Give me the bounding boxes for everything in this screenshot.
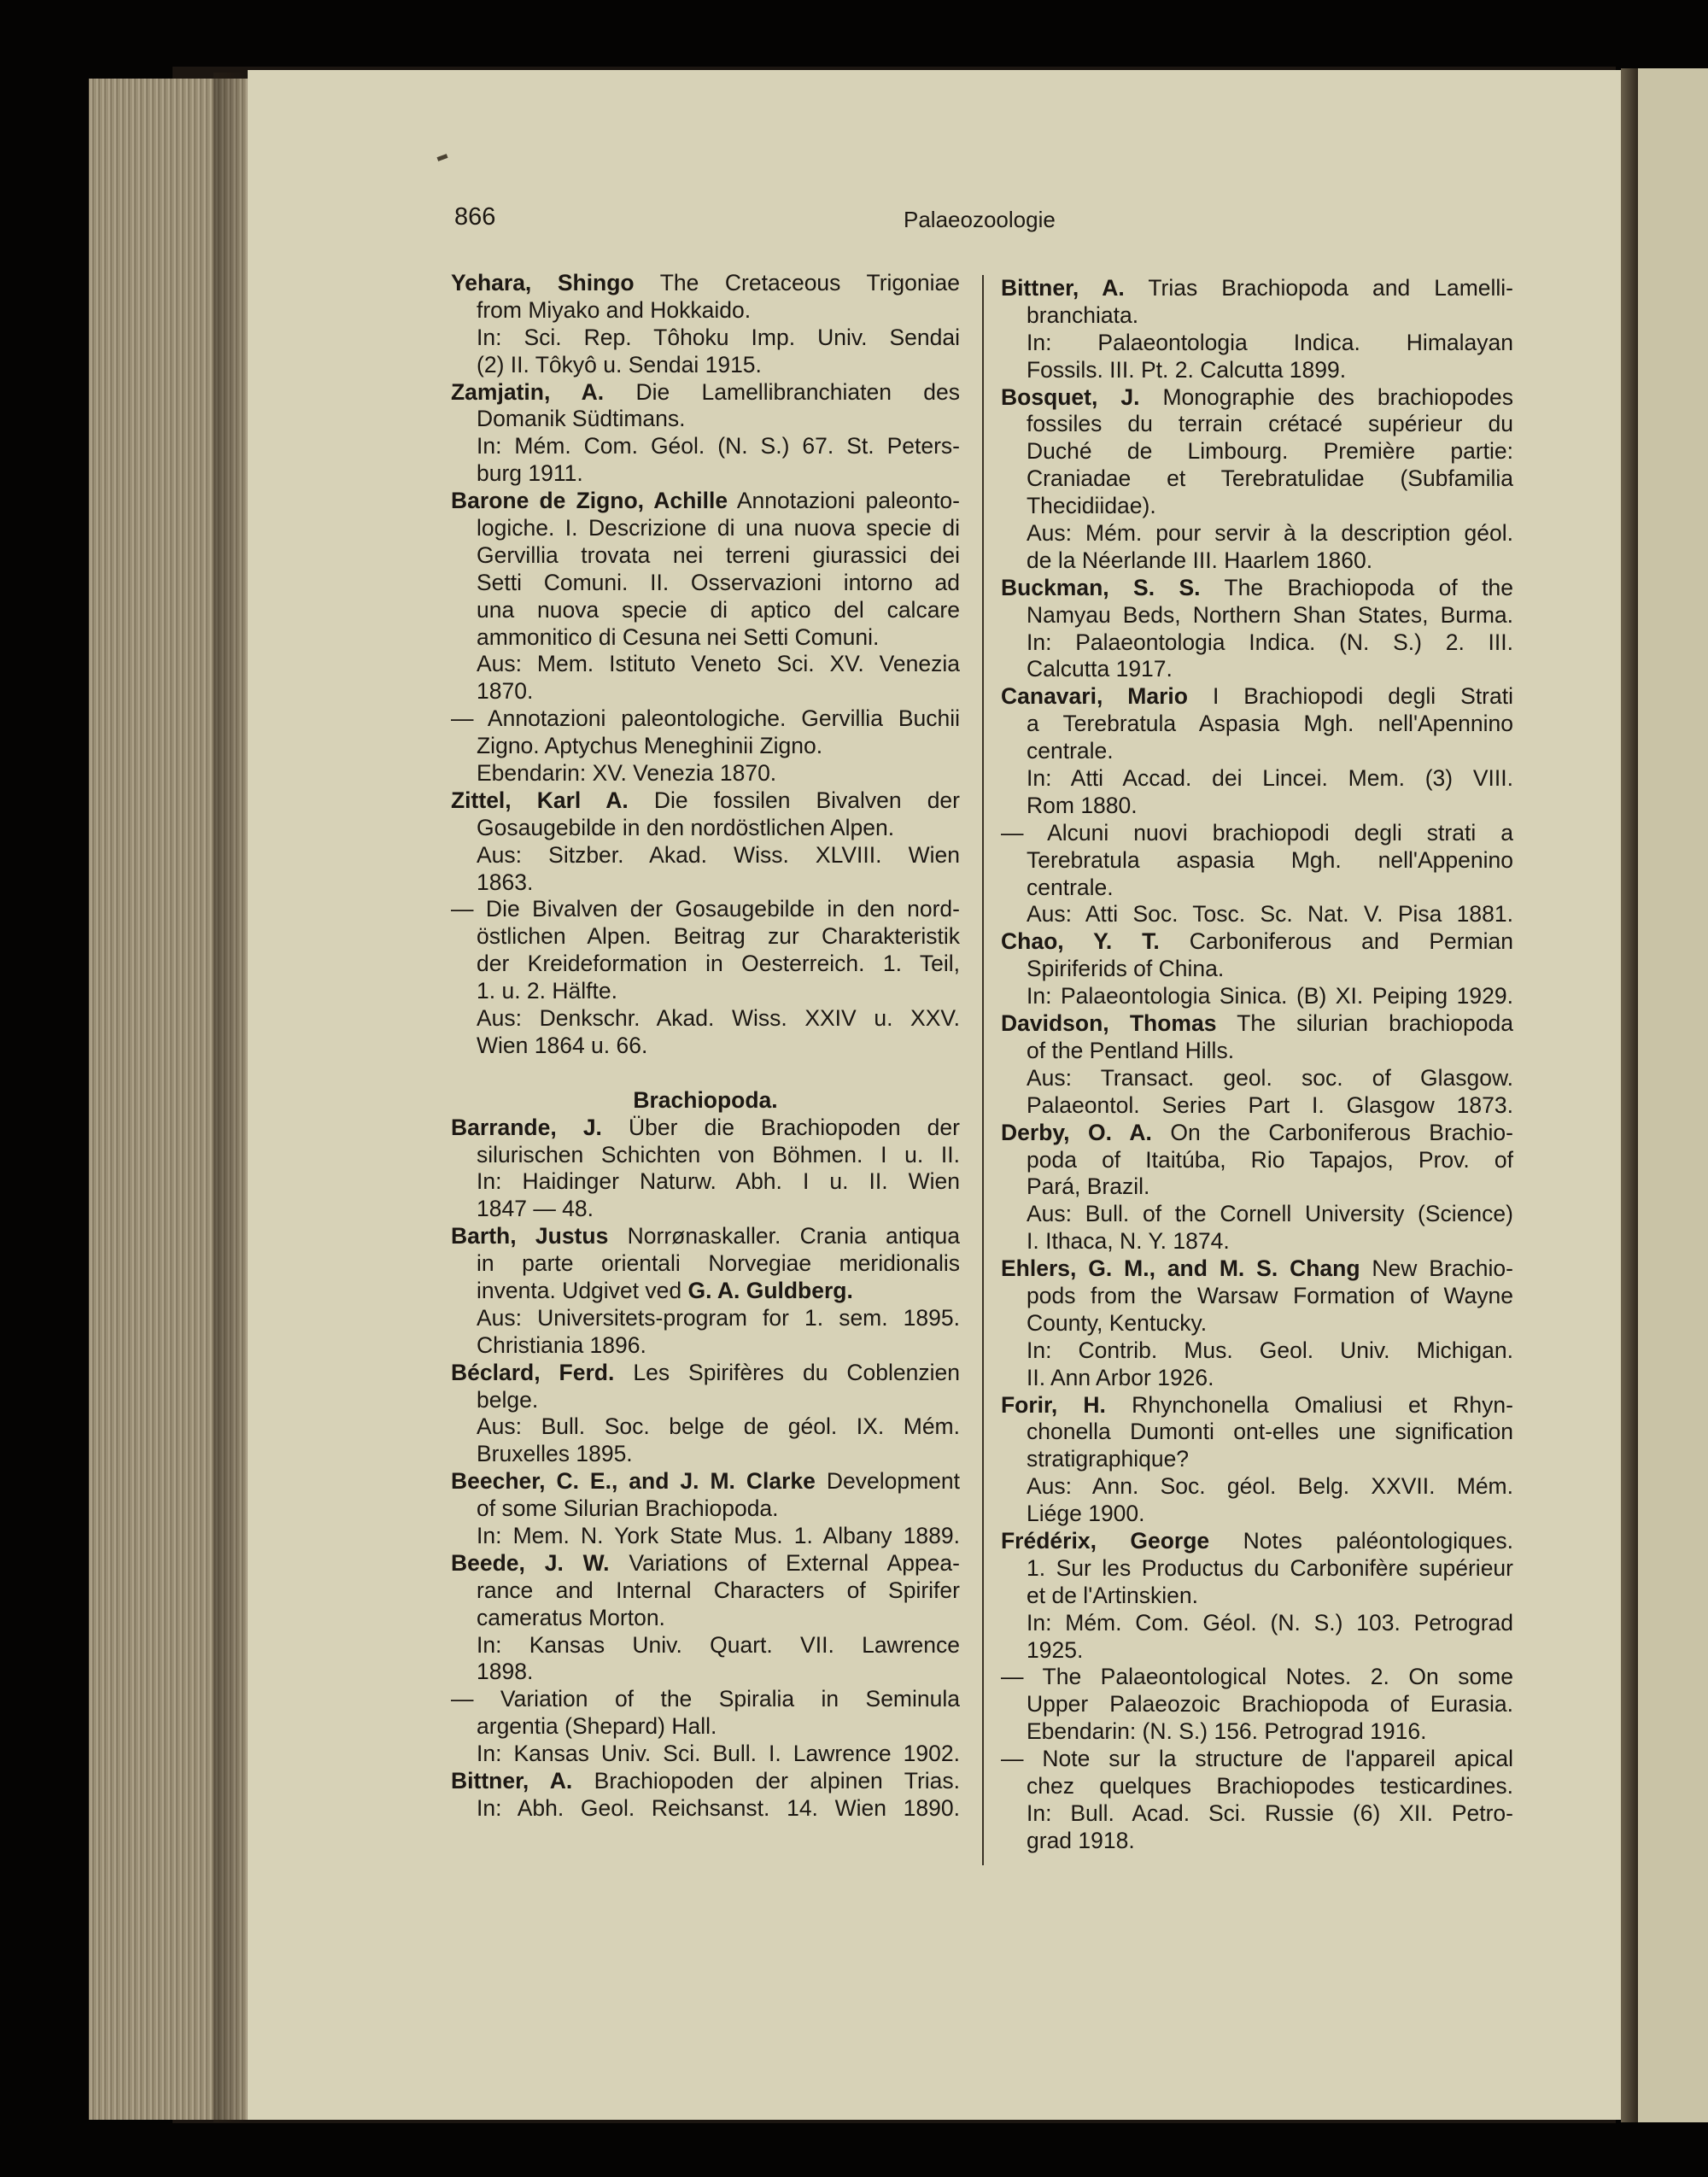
entry-author: Derby, O. A. [1001,1119,1152,1145]
section-heading-brachiopoda: Brachiopoda. [633,1086,778,1113]
entry-line [451,488,960,515]
entry-source: Aus: Atti Soc. Tosc. Sc. Nat. V. Pisa 1881. [1027,901,1513,928]
bib-entry-forir [1001,1392,1513,1528]
entry-source: I. Ithaca, N. Y. 1874. [1027,1228,1230,1255]
entry-title-text: Rhynchonella Omaliusi et Rhyn- [1105,1391,1513,1418]
entry-author: Barrande, J. [451,1114,602,1140]
entry-author: Barth, Justus [451,1223,609,1249]
entry-line: Domanik Südtimans. [477,406,686,432]
entry-line: Upper Palaeozoic Brachiopoda of Eurasia. [1027,1691,1513,1718]
entry-author: Zittel, Karl A. [451,787,629,813]
entry-source: In: Kansas Univ. Quart. VII. Lawrence [477,1631,960,1658]
bib-entry-chao [1001,928,1513,1010]
bib-entry-canavari [1001,683,1513,928]
entry-line: — The Palaeontological Notes. 2. On some [1001,1664,1513,1690]
entry-line [1001,384,1513,412]
entry-source: Fossils. III. Pt. 2. Calcutta 1899. [1027,356,1347,383]
entry-title-text: Development [815,1468,960,1495]
entry-line: — Variation of the Spiralia in Seminula [451,1686,960,1712]
entry-line: a Terebratula Aspasia Mgh. nell'Apennino [1027,711,1513,737]
entry-title-text: Monographie des brachiopodes [1139,383,1514,410]
bib-entry-barrande [451,1115,960,1224]
entry-line: Namyau Beds, Northern Shan States, Burma. [1027,601,1513,628]
entry-source: In: Mem. N. York State Mus. 1. Albany 1889. [477,1522,960,1548]
entry-source: 1925. [1027,1636,1084,1663]
entry-line: from Miyako and Hokkaido. [477,296,752,323]
entry-source: Bruxelles 1895. [477,1441,633,1467]
entry-line: centrale. [1027,738,1114,764]
bib-entry-beclard [451,1360,960,1469]
bib-entry-beede [451,1550,960,1768]
entry-source: In: Palaeontologia Sinica. (B) XI. Peiping 1929. [1027,983,1513,1009]
left-column [451,270,960,1823]
right-column [1001,275,1513,1855]
entry-title-text: On the Carboniferous Brachio- [1151,1119,1513,1145]
bib-entry-zamjatin [451,379,960,489]
entry-title-text: The silurian brachiopoda [1216,1010,1513,1037]
entry-source: Aus: Mém. pour servir à la description géol. [1027,520,1513,547]
entry-line [451,1768,960,1795]
book-gutter [1621,68,1640,2122]
entry-line: poda of Itaitúba, Rio Tapajos, Prov. of [1027,1146,1513,1173]
entry-line: Setti Comuni. II. Osservazioni intorno ad [477,569,960,595]
running-title: Palaeozoologie [904,207,1056,232]
entry-title-text: Die Lamellibranchiaten des [604,378,960,405]
entry-line: et de l'Artinskien. [1027,1582,1198,1608]
entry-line [1001,275,1513,302]
entry-title-text: Norrønaskaller. Crania antiqua [608,1223,960,1249]
entry-line: branchiata. [1027,301,1139,328]
entry-source: burg 1911. [477,460,583,487]
entry-line [1001,1392,1513,1419]
entry-author: Bittner, A. [1001,275,1125,301]
entry-line: fossiles du terrain crétacé supérieur du [1027,411,1513,437]
entry-line [1001,1528,1513,1555]
entry-line: una nuova specie di aptico del calcare [477,596,960,623]
entry-line: cameratus Morton. [477,1604,665,1630]
entry-source: Palaeontol. Series Part I. Glasgow 1873. [1027,1091,1513,1118]
entry-title-text: New Brachio- [1360,1255,1513,1282]
entry-source: Wien 1864 u. 66. [477,1032,648,1058]
entry-title-text: Brachiopoden der alpinen Trias. [572,1767,961,1794]
entry-line: Terebratula aspasia Mgh. nell'Appenino [1027,846,1513,873]
entry-source: 1870. [477,678,534,705]
entry-line: Craniadae et Terebratulidae (Subfamilia [1027,465,1513,492]
entry-title-text: Trias Brachiopoda and Lamelli- [1124,275,1514,301]
entry-editor: G. A. Guldberg. [687,1277,853,1303]
entry-author: Buckman, S. S. [1001,574,1201,600]
entry-source: 1863. [477,869,534,895]
entry-source: Aus: Ann. Soc. géol. Belg. XXVII. Mém. [1027,1473,1513,1500]
entry-author: Frédérix, George [1001,1527,1210,1554]
entry-source: In: Palaeontologia Indica. Himalayan [1027,329,1513,355]
entry-title-text: I Brachiopodi degli Strati [1187,683,1513,710]
entry-line: belge. [477,1386,539,1413]
entry-source: In: Mém. Com. Géol. (N. S.) 103. Petrograd [1027,1609,1513,1636]
bib-entry-bosquet [1001,384,1513,575]
entry-source: In: Contrib. Mus. Geol. Univ. Michigan. [1027,1337,1513,1363]
entry-line [451,1550,960,1577]
entry-line [451,1468,960,1495]
entry-author: Ehlers, G. M., and M. S. Chang [1001,1255,1360,1282]
entry-line: silurischen Schichten von Böhmen. I u. II. [477,1141,960,1168]
entry-line [1001,1120,1513,1147]
entry-line [451,1278,960,1305]
entry-source: grad 1918. [1027,1827,1135,1853]
entry-title-text: Carboniferous and Permian [1159,928,1514,955]
entry-author: Bittner, A. [451,1767,573,1794]
entry-title-text: Notes paléontologiques. [1209,1527,1513,1554]
entry-source: Aus: Universitets-program for 1. sem. 1895. [477,1304,960,1331]
entry-title-text: Les Spirifères du Coblenzien [614,1359,961,1385]
entry-title-text: Variations of External Appea- [609,1549,960,1576]
bib-entry-ehlers [1001,1255,1513,1391]
page-shadow [214,73,248,2122]
column-divider [982,275,984,1865]
entry-source: In: Haidinger Naturw. Abh. I u. II. Wien [477,1168,960,1195]
entry-author: Bosquet, J. [1001,383,1140,410]
bib-entry-buckman [1001,575,1513,684]
entry-source: Aus: Bull. Soc. belge de géol. IX. Mém. [477,1413,960,1440]
bib-entry-yehara [451,270,960,379]
entry-author: Davidson, Thomas [1001,1010,1217,1037]
spacer [451,1060,960,1087]
entry-line [1001,683,1513,711]
bib-entry-bittner-1890 [451,1768,960,1823]
entry-line: County, Kentucky. [1027,1309,1208,1336]
entry-title-text: Annotazioni paleonto- [728,488,960,514]
entry-author: Zamjatin, A. [451,378,605,405]
facing-page-edge [1638,68,1708,2122]
entry-line: 1. u. 2. Hälfte. [477,978,617,1004]
entry-line: Thecidiidae). [1027,493,1156,519]
entry-line: of the Pentland Hills. [1027,1037,1235,1063]
bib-entry-barth [451,1223,960,1359]
bib-entry-derby [1001,1120,1513,1255]
entry-line [1001,575,1513,602]
entry-line: in parte orientali Norvegiae meridionalis [477,1250,960,1277]
entry-line: Gosaugebilde in den nordöstlichen Alpen. [477,814,895,840]
entry-source: (2) II. Tôkyô u. Sendai 1915. [477,351,762,377]
entry-author: Forir, H. [1001,1391,1106,1418]
entry-line [451,1223,960,1250]
entry-author: Chao, Y. T. [1001,928,1160,955]
entry-title-text: The Cretaceous Trigoniae [634,270,960,296]
entry-line: — Alcuni nuovi brachiopodi degli strati a [1001,819,1513,846]
entry-source: Rom 1880. [1027,792,1138,818]
entry-source: In: Palaeontologia Indica. (N. S.) 2. III. [1027,629,1513,655]
entry-source: 1847 — 48. [477,1196,594,1222]
entry-source: II. Ann Arbor 1926. [1027,1364,1214,1390]
entry-source: Ebendarin: (N. S.) 156. Petrograd 1916. [1027,1718,1427,1745]
entry-source: Aus: Sitzber. Akad. Wiss. XLVIII. Wien [477,841,960,868]
bib-entry-beecher [451,1468,960,1550]
entry-author: Canavari, Mario [1001,683,1188,710]
entry-line: logiche. I. Descrizione di una nuova specie di [477,515,960,541]
entry-title-text: inventa. Udgivet ved [477,1277,688,1303]
entry-line: Duché de Limbourg. Première partie: [1027,438,1513,465]
entry-source: In: Abh. Geol. Reichsanst. 14. Wien 1890. [477,1794,960,1821]
entry-line: stratigraphique? [1027,1446,1190,1472]
entry-line: chonella Dumonti ont-elles une signification [1027,1419,1513,1445]
entry-line [1001,928,1513,956]
page-number: 866 [454,203,496,231]
entry-line: — Note sur la structure de l'appareil apical [1001,1746,1513,1772]
entry-line: östlichen Alpen. Beitrag zur Charakteristik [477,923,960,950]
entry-source: Aus: Bull. of the Cornell University (Science) [1027,1201,1513,1227]
entry-source: Aus: Transact. geol. soc. of Glasgow. [1027,1064,1513,1091]
entry-source: 1898. [477,1659,534,1685]
entry-source: In: Sci. Rep. Tôhoku Imp. Univ. Sendai [477,324,960,350]
entry-author: Béclard, Ferd. [451,1359,615,1385]
entry-line: chez quelques Brachiopodes testicardines. [1027,1772,1513,1799]
entry-source: In: Atti Accad. dei Lincei. Mem. (3) VIII. [1027,765,1513,792]
entry-source: In: Kansas Univ. Sci. Bull. I. Lawrence 1902. [477,1741,960,1767]
entry-line: of some Silurian Brachiopoda. [477,1495,779,1522]
entry-title-text: Die fossilen Bivalven der [628,787,960,813]
entry-line: argentia (Shepard) Hall. [477,1713,717,1740]
entry-author: Barone de Zigno, Achille [451,488,728,514]
entry-line [451,1360,960,1387]
entry-author: Beede, J. W. [451,1549,610,1576]
entry-line: — Annotazioni paleontologiche. Gervillia Buchii [451,705,960,732]
entry-line [1001,1010,1513,1038]
bib-entry-frederix [1001,1528,1513,1855]
entry-source: Christiania 1896. [477,1331,646,1358]
entry-line: centrale. [1027,874,1114,900]
entry-line: rance and Internal Characters of Spirifer [477,1577,960,1603]
bib-entry-bittner-1899 [1001,275,1513,384]
entry-source: Calcutta 1917. [1027,656,1173,682]
entry-source: In: Mém. Com. Géol. (N. S.) 67. St. Peters- [477,433,960,459]
bib-entry-davidson [1001,1010,1513,1120]
entry-line: Spiriferids of China. [1027,956,1225,982]
entry-title-text: Über die Brachiopoden der [601,1114,960,1140]
entry-line: Gervillia trovata nei terreni giurassici dei [477,541,960,568]
entry-line: pods from the Warsaw Formation of Wayne [1027,1282,1513,1308]
entry-source: Aus: Mem. Istituto Veneto Sci. XV. Venezia [477,651,960,677]
entry-author: Yehara, Shingo [451,270,635,296]
entry-line [1001,1255,1513,1283]
entry-source: de la Néerlande III. Haarlem 1860. [1027,547,1373,573]
entry-line: ammonitico di Cesuna nei Setti Comuni. [477,623,880,650]
entry-source: Ebendarin: XV. Venezia 1870. [477,760,777,787]
entry-line [451,270,960,297]
bib-entry-zittel [451,787,960,1060]
entry-author: Beecher, C. E., and J. M. Clarke [451,1468,816,1495]
entry-line: — Die Bivalven der Gosaugebilde in den nord- [451,896,960,922]
entry-line: Zigno. Aptychus Meneghinii Zigno. [477,733,823,759]
entry-source: Aus: Denkschr. Akad. Wiss. XXIV u. XXV. [477,1005,960,1032]
entry-source: In: Bull. Acad. Sci. Russie (6) XII. Petro- [1027,1800,1513,1826]
entry-line [451,1115,960,1142]
entry-line: der Kreideformation in Oesterreich. 1. Teil, [477,951,960,977]
entry-line: Pará, Brazil. [1027,1173,1150,1200]
bib-entry-barone [451,488,960,787]
entry-source: Liége 1900. [1027,1501,1145,1527]
entry-title-text: The Brachiopoda of the [1200,574,1513,600]
entry-line [451,787,960,815]
entry-line [451,379,960,407]
entry-line: 1. Sur les Productus du Carbonifère supérieur [1027,1554,1513,1581]
